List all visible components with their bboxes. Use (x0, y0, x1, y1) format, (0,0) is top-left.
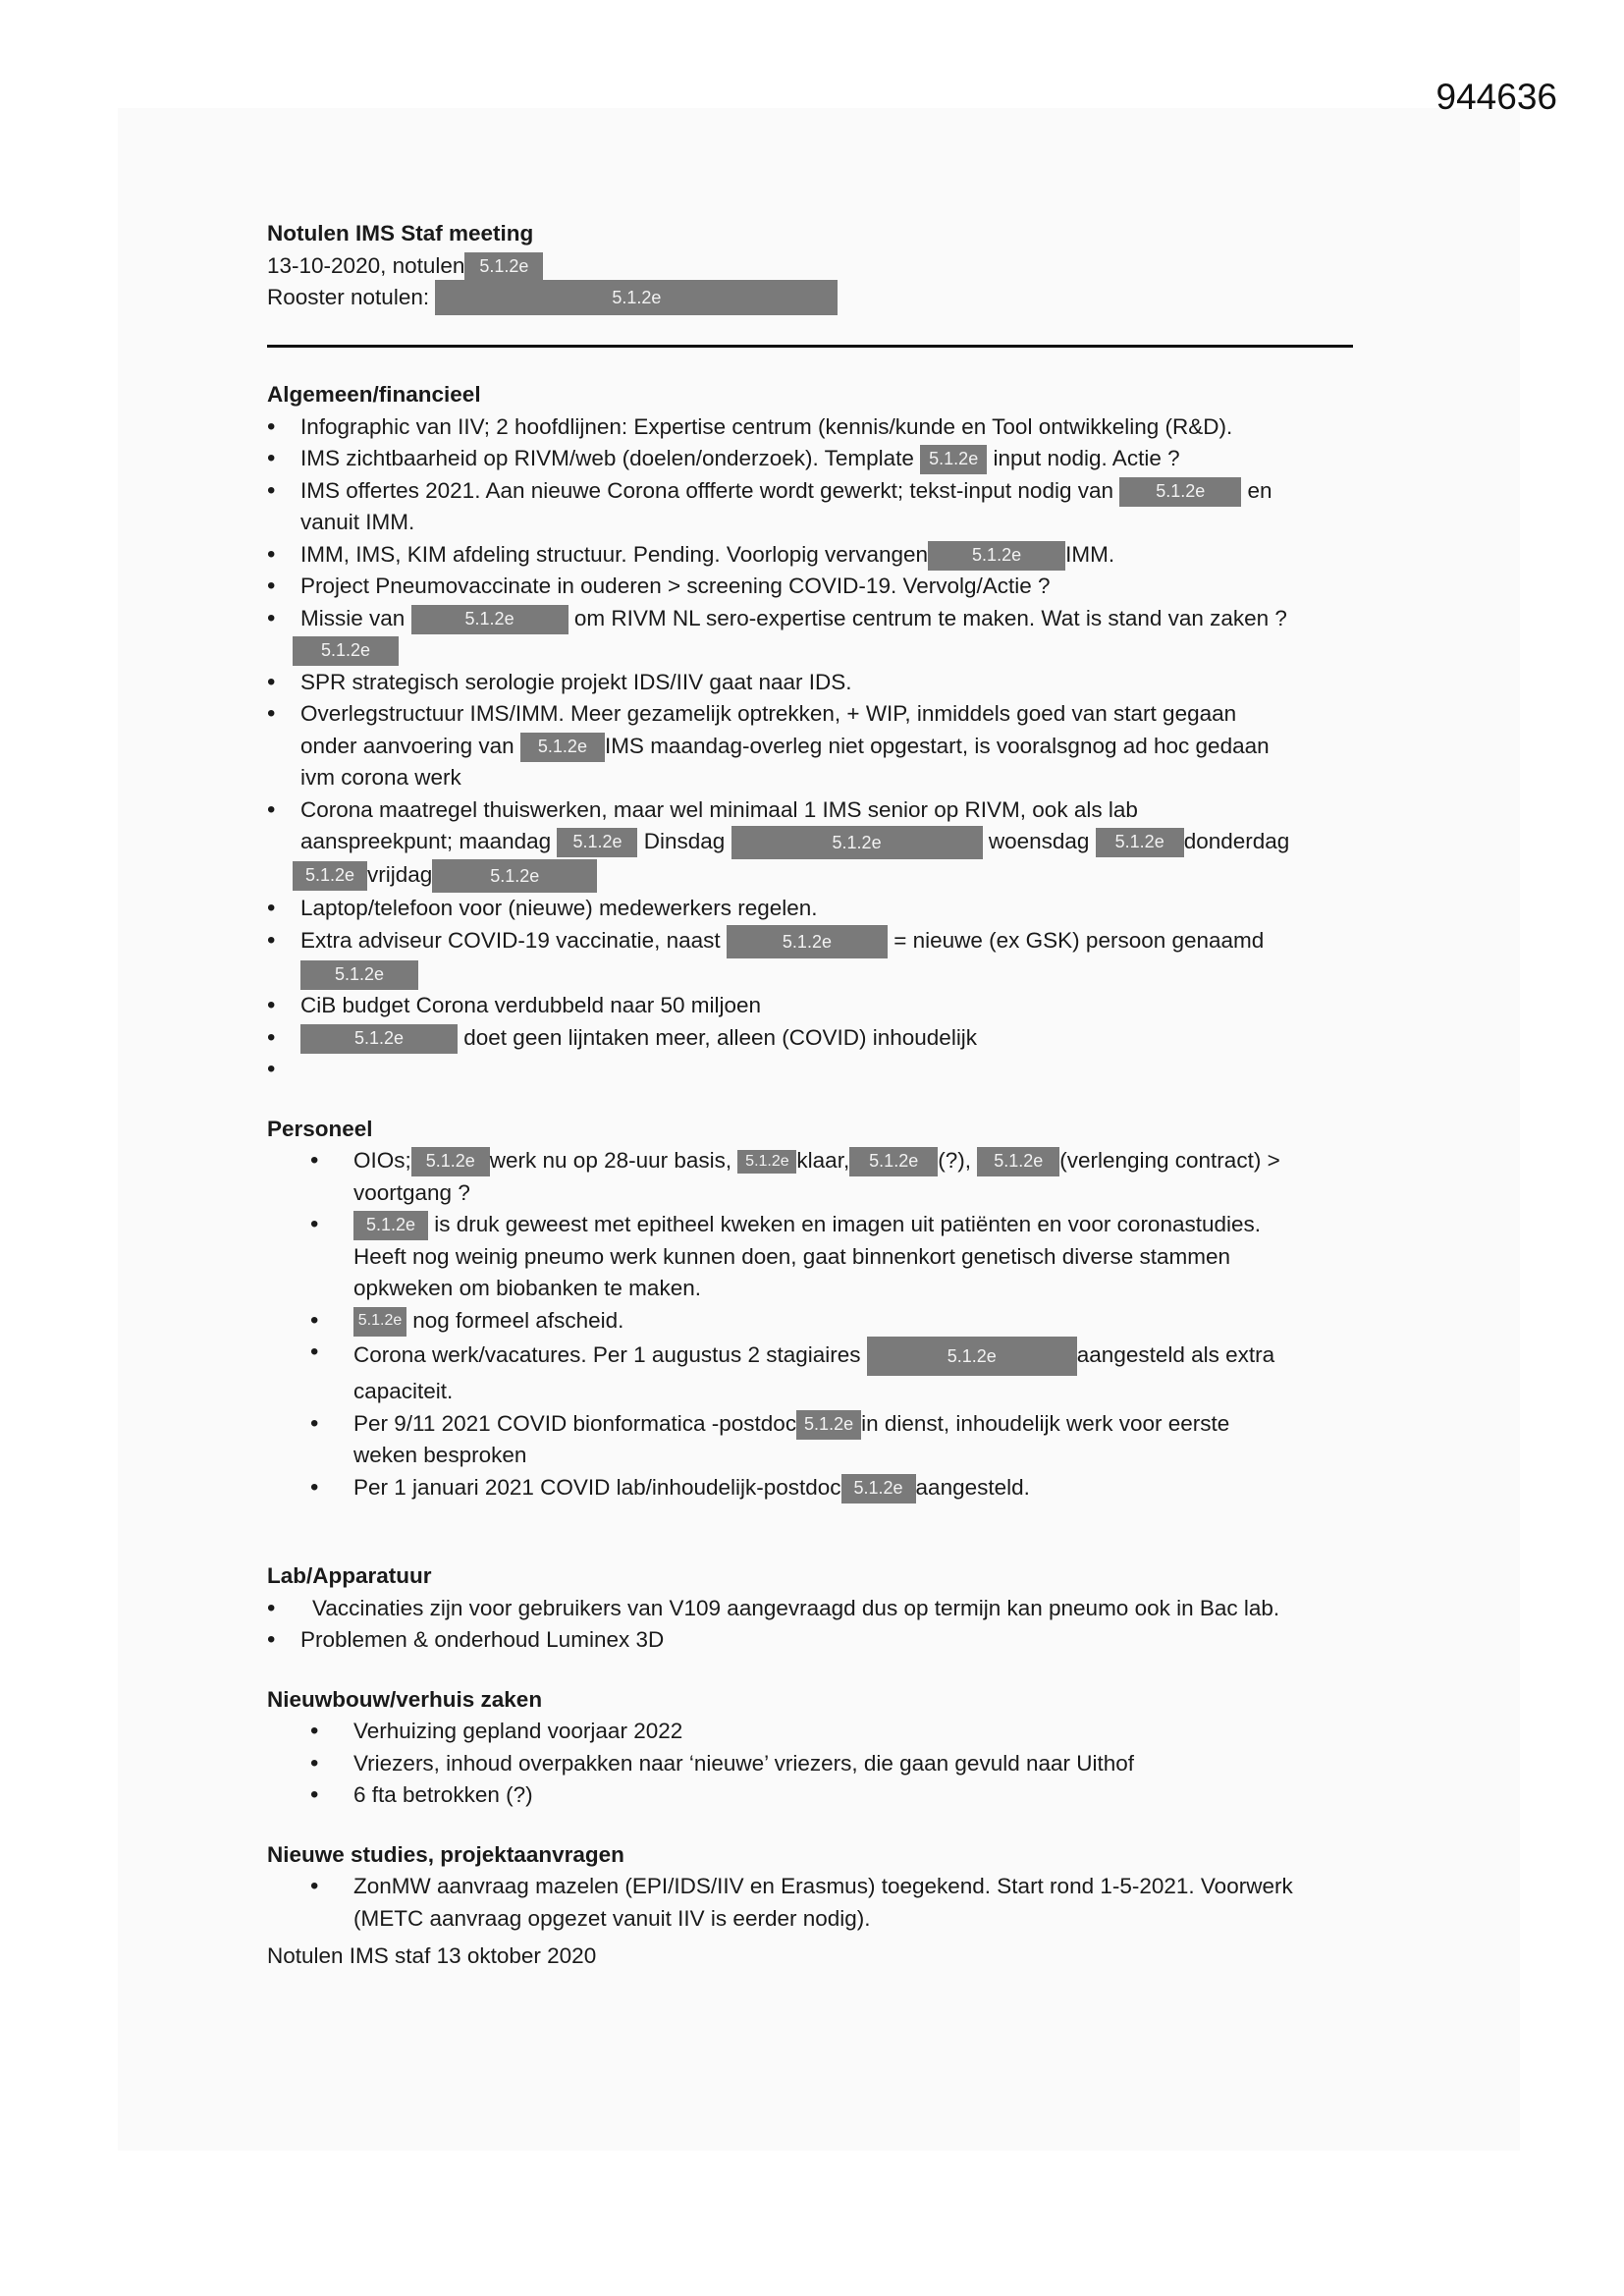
redaction-box: 5.1.2e (867, 1337, 1077, 1376)
list-nieuwbouw (267, 1716, 1353, 1812)
list-item: • Laptop/telefoon voor (nieuwe) medewerkers regelen. (267, 893, 1353, 925)
list-item-empty (267, 1054, 1353, 1086)
list-item: • Project Pneumovaccinate in ouderen > screening COVID-19. Vervolg/Actie ? (267, 571, 1353, 603)
list-item: • Infographic van IIV; 2 hoofdlijnen: Expertise centrum (kennis/kunde en Tool ontwikkeling (R&D). (267, 411, 1353, 444)
list-item: • Per 1 januari 2021 COVID lab/inhoudelijk-postdoc 5.1.2e aangesteld. (267, 1472, 1353, 1504)
list-item: • Corona maatregel thuiswerken, maar wel minimaal 1 IMS senior op RIVM, ook als lab aanspreekpunt; maandag 5.1.2e Dinsdag 5.1.2e woensdag 5.1.2e donderdag 5.1.2e vrijdag 5.1.2e (267, 794, 1353, 894)
redaction-box: 5.1.2e (557, 828, 637, 857)
document-body (267, 218, 1353, 1973)
list-item: • Corona werk/vacatures. Per 1 augustus 2 stagiaires 5.1.2e aangesteld als extra capaciteit. (267, 1337, 1353, 1408)
list-studies (267, 1871, 1353, 1935)
section-heading-personeel: Personeel (267, 1116, 373, 1141)
redaction-box: 5.1.2e (1096, 828, 1184, 857)
redaction-box: 5.1.2e (731, 826, 983, 859)
redaction-box: 5.1.2e (464, 252, 543, 282)
redaction-box: 5.1.2e (849, 1147, 938, 1176)
redaction-box: 5.1.2e (411, 1147, 490, 1176)
redaction-box: 5.1.2e (353, 1211, 428, 1240)
redaction-box: 5.1.2e (841, 1474, 916, 1503)
list-item: • 6 fta betrokken (?) (267, 1779, 1353, 1812)
list-item: • IMS zichtbaarheid op RIVM/web (doelen/onderzoek). Template 5.1.2e input nodig. Actie ? (267, 443, 1353, 475)
footer-note: Notulen IMS staf 13 oktober 2020 (267, 1943, 597, 1969)
list-item: • Overlegstructuur IMS/IMM. Meer gezamelijk optrekken, + WIP, inmiddels goed van start gegaan onder aanvoering van 5.1.2e IMS maandag-overleg niet opgestart, is vooralsgnog ad hoc gedaan ivm corona werk (267, 698, 1353, 794)
list-item: • Extra adviseur COVID-19 vaccinatie, naast 5.1.2e = nieuwe (ex GSK) persoon genaamd 5.1.2e (267, 925, 1353, 991)
document-number: 944636 (1435, 77, 1557, 117)
list-lab (267, 1593, 1353, 1657)
horizontal-rule (267, 345, 1353, 348)
document-title: Notulen IMS Staf meeting (267, 221, 534, 246)
list-item: • Missie van 5.1.2e om RIVM NL sero-expertise centrum te maken. Wat is stand van zaken ? 5.1.2e (267, 603, 1353, 667)
list-item: • Vriezers, inhoud overpakken naar ‘nieuwe’ vriezers, die gaan gevuld naar Uithof (267, 1748, 1353, 1780)
list-item: • Per 9/11 2021 COVID bionformatica -postdoc 5.1.2e in dienst, inhoudelijk werk voor eerste weken besproken (267, 1408, 1353, 1472)
redaction-box: 5.1.2e (796, 1410, 861, 1440)
redaction-box: 5.1.2e (411, 605, 568, 634)
list-item: • 5.1.2e is druk geweest met epitheel kweken en imagen uit patiënten en voor coronastudies. Heeft nog weinig pneumo werk kunnen doen, gaat binnenkort genetisch diverse stammen opkweken om biobanken te maken. (267, 1209, 1353, 1305)
redaction-box: 5.1.2e (293, 861, 367, 891)
list-item: • ZonMW aanvraag mazelen (EPI/IDS/IIV en Erasmus) toegekend. Start rond 1-5-2021. Voorwerk (METC aanvraag opgezet vanuit IIV is eerder nodig). (267, 1871, 1353, 1935)
list-item: • Problemen & onderhoud Luminex 3D (267, 1624, 1353, 1657)
list-item: • 5.1.2e nog formeel afscheid. (267, 1305, 1353, 1338)
list-item: • Verhuizing gepland voorjaar 2022 (267, 1716, 1353, 1748)
redaction-box: 5.1.2e (727, 925, 888, 958)
redaction-box: 5.1.2e (737, 1150, 796, 1174)
list-item: • 5.1.2e doet geen lijntaken meer, alleen (COVID) inhoudelijk (267, 1022, 1353, 1055)
redaction-box: 5.1.2e (353, 1307, 406, 1337)
redaction-box: 5.1.2e (977, 1147, 1059, 1176)
redaction-box: 5.1.2e (300, 1024, 458, 1054)
section-heading-studies: Nieuwe studies, projektaanvragen (267, 1841, 624, 1867)
redaction-box: 5.1.2e (1119, 477, 1241, 507)
list-personeel (267, 1145, 1353, 1503)
list-item: • CiB budget Corona verdubbeld naar 50 miljoen (267, 990, 1353, 1022)
redaction-box: 5.1.2e (920, 445, 987, 474)
section-heading-nieuwbouw: Nieuwbouw/verhuis zaken (267, 1686, 543, 1712)
list-algemeen (267, 411, 1353, 1086)
rooster-line: Rooster notulen: 5.1.2e (267, 282, 1353, 315)
list-item: • SPR strategisch serologie projekt IDS/IIV gaat naar IDS. (267, 667, 1353, 699)
redaction-box: 5.1.2e (928, 541, 1065, 571)
redaction-box: 5.1.2e (300, 960, 418, 990)
redaction-box: 5.1.2e (520, 733, 605, 762)
list-item: • IMS offertes 2021. Aan nieuwe Corona offferte wordt gewerkt; tekst-input nodig van 5.1.2e en vanuit IMM. (267, 475, 1353, 539)
list-item: • Vaccinaties zijn voor gebruikers van V109 aangevraagd dus op termijn kan pneumo ook in Bac lab. (267, 1593, 1353, 1625)
section-heading-lab: Lab/Apparatuur (267, 1563, 432, 1589)
date-line: 13-10-2020, notulen 5.1.2e (267, 250, 1353, 283)
redaction-box: 5.1.2e (435, 280, 838, 315)
section-heading-algemeen: Algemeen/financieel (267, 382, 481, 408)
list-item: • IMM, IMS, KIM afdeling structuur. Pending. Voorlopig vervangen 5.1.2e IMM. (267, 539, 1353, 572)
list-item: • OIOs; 5.1.2e werk nu op 28-uur basis, 5.1.2e klaar, 5.1.2e (?), 5.1.2e (verlenging contract) > voortgang ? (267, 1145, 1353, 1209)
redaction-box: 5.1.2e (293, 636, 399, 666)
redaction-box: 5.1.2e (432, 859, 597, 893)
